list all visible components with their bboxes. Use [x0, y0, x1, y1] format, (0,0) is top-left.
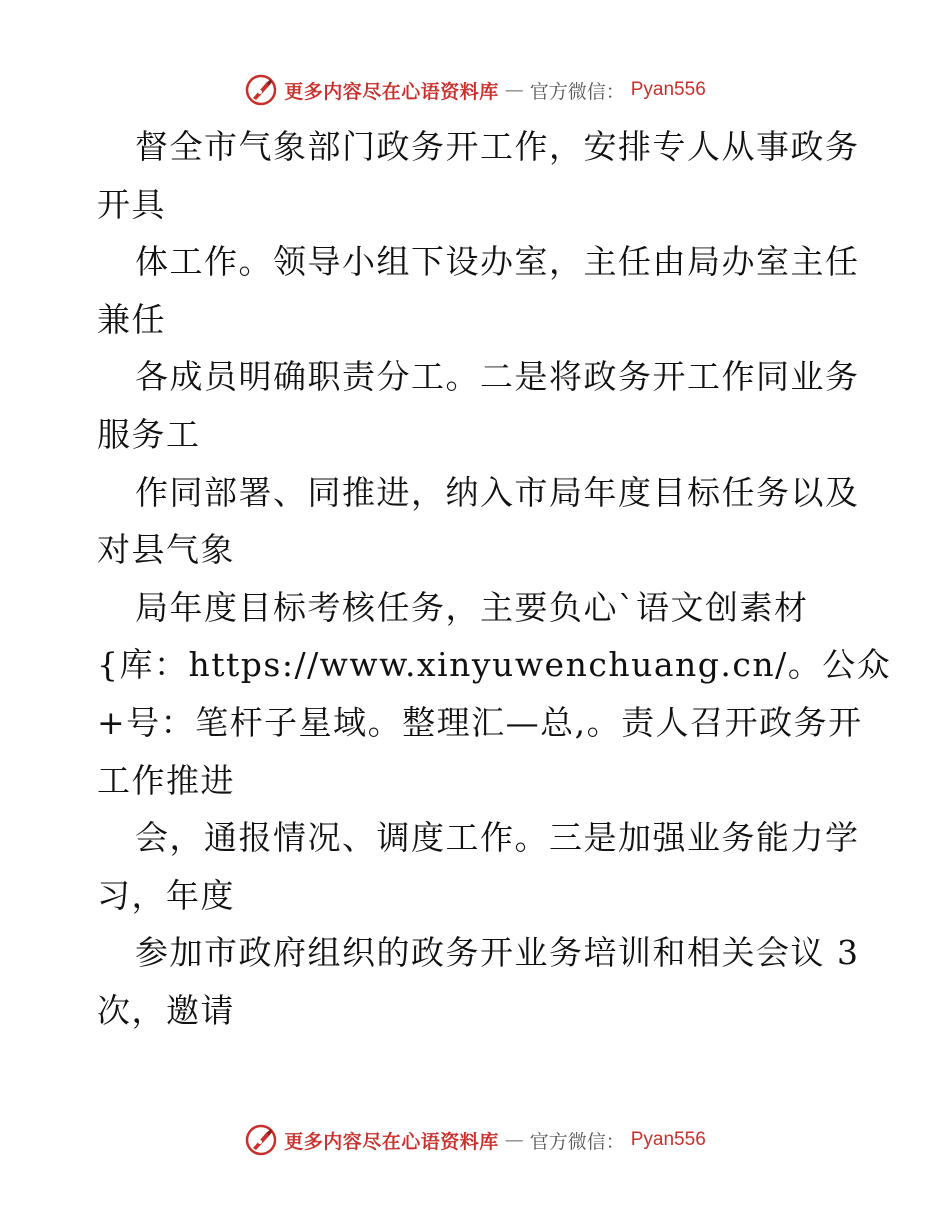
text-line: 作同部署、同推进，纳入市局年度目标任务以及 [135, 472, 860, 512]
quill-pen-logo-icon [244, 1123, 278, 1157]
text-line: 次，邀请 [97, 990, 235, 1030]
text-line: 参加市政府组织的政务开业务培训和相关会议 3 [135, 933, 860, 973]
footer-banner [0, 1120, 950, 1160]
header-banner [0, 70, 950, 110]
text-line: 会，通报情况、调度工作。三是加强业务能力学 [135, 818, 860, 858]
quill-pen-logo-icon [244, 73, 278, 107]
banner-wechat-id: Pyan556 [630, 79, 706, 100]
text-line: 局年度目标考核任务，主要负心`语文创素材 [135, 587, 809, 627]
banner-wechat-label: 官方微信： [529, 1130, 625, 1153]
text-line: 兼任 [97, 299, 166, 339]
text-line: 体工作。领导小组下设办室，主任由局办室主任 [135, 242, 860, 282]
banner-brand-text: 更多内容尽在心语资料库 [284, 80, 499, 103]
banner-separator: — [504, 1129, 524, 1151]
banner-separator: — [504, 79, 524, 101]
text-line: 服务工 [97, 414, 201, 454]
text-line: 工作推进 [97, 760, 235, 800]
text-line: 习，年度 [97, 875, 235, 915]
text-line: 各成员明确职责分工。二是将政务开工作同业务 [135, 357, 860, 397]
banner-wechat-id: Pyan556 [630, 1129, 706, 1150]
text-line: {库：https://www.xinyuwenchuang.cn/。公众 [97, 645, 892, 685]
text-line: 对县气象 [97, 530, 235, 570]
banner-brand-text: 更多内容尽在心语资料库 [284, 1130, 499, 1153]
text-line: +号：笔杆子星域。整理汇—总,。责人召开政务开 [97, 702, 863, 742]
text-line: 督全市气象部门政务开工作，安排专人从事政务 [135, 127, 860, 166]
document-body [97, 118, 892, 1040]
banner-wechat-label: 官方微信： [529, 80, 625, 103]
text-line: 开具 [97, 184, 166, 224]
